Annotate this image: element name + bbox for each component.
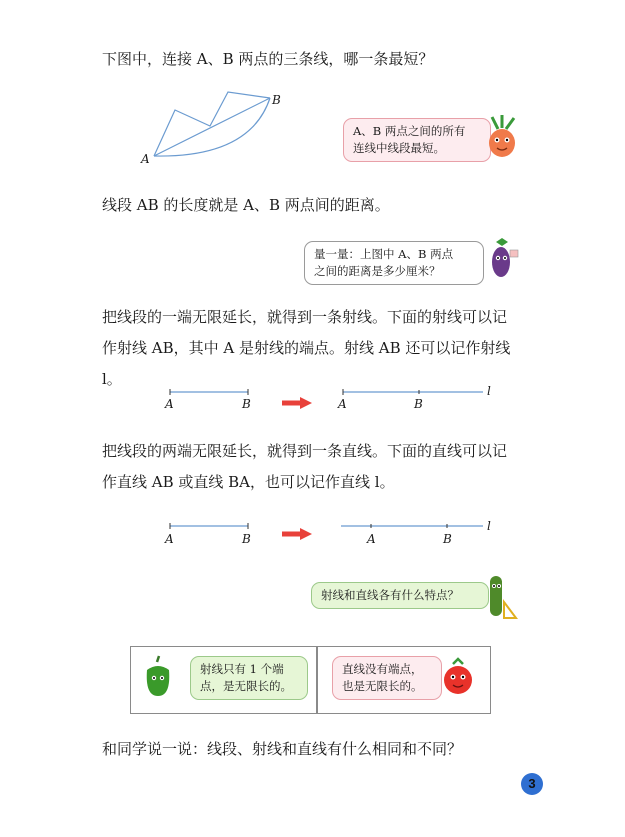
page-number-badge: 3 (521, 773, 543, 795)
line-label-b: B (443, 532, 452, 546)
segment-figure-1 (168, 388, 252, 398)
eggplant-bubble-line1: 量一量：上图中 A、B 两点 (314, 247, 454, 261)
ray-feature-line2: 点，是无限长的。 (200, 679, 292, 693)
segment2-label-b: B (242, 532, 251, 546)
radish-bubble-line2: 连线中线段最短。 (353, 141, 445, 155)
eggplant-bubble-line2: 之间的距离是多少厘米？ (314, 264, 441, 278)
discussion-prompt: 和同学说一说：线段、射线和直线有什么相同和不同？ (102, 740, 463, 758)
three-lines-figure (140, 88, 290, 168)
eggplant-character-icon (484, 236, 520, 282)
distance-definition: 线段 AB 的长度就是 A、B 两点间的距离。 (102, 196, 390, 214)
line-definition-line1: 把线段的两端无限延长，就得到一条直线。下面的直线可以记 (102, 442, 508, 460)
cucumber-character-icon (480, 572, 520, 622)
straight-line-figure (341, 522, 487, 532)
line-label-a: A (367, 532, 376, 546)
green-pepper-character-icon (143, 656, 173, 700)
segment1-label-a: A (165, 397, 174, 411)
segment-figure-2 (168, 522, 252, 532)
question-shortest-line: 下图中，连接 A、B 两点的三条线，哪一条最短？ (102, 50, 434, 68)
line-feature-line1: 直线没有端点， (342, 662, 423, 676)
ray-label-b: B (414, 397, 423, 411)
figure-label-b: B (272, 93, 281, 107)
radish-speech-bubble (343, 118, 491, 162)
comparison-divider (316, 647, 318, 713)
cucumber-speech-bubble (311, 582, 489, 609)
ray-feature-line1: 射线只有 1 个端 (200, 662, 284, 676)
cucumber-bubble-text: 射线和直线各有什么特点？ (321, 588, 459, 602)
radish-bubble-line1: A、B 两点之间的所有 (353, 124, 466, 138)
line-definition-line2: 作直线 AB 或直线 BA，也可以记作直线 l。 (102, 473, 395, 491)
arrow-icon-2 (282, 528, 312, 540)
radish-character-icon (484, 115, 520, 161)
ray-definition-line1: 把线段的一端无限延长，就得到一条射线。下面的射线可以记 (102, 308, 508, 326)
line-feature-line2: 也是无限长的。 (342, 679, 423, 693)
eggplant-speech-bubble (304, 241, 484, 285)
ray-feature-bubble (190, 656, 308, 700)
segment1-label-b: B (242, 397, 251, 411)
line-feature-bubble (332, 656, 442, 700)
ray-label-a: A (338, 397, 347, 411)
line-label-l: l (487, 519, 491, 533)
arrow-icon (282, 397, 312, 409)
segment2-label-a: A (165, 532, 174, 546)
tomato-character-icon (437, 656, 479, 700)
figure-label-a: A (141, 152, 150, 166)
ray-definition-line2: 作射线 AB，其中 A 是射线的端点。射线 AB 还可以记作射线 l。 (102, 339, 511, 388)
ray-label-l: l (487, 384, 491, 398)
